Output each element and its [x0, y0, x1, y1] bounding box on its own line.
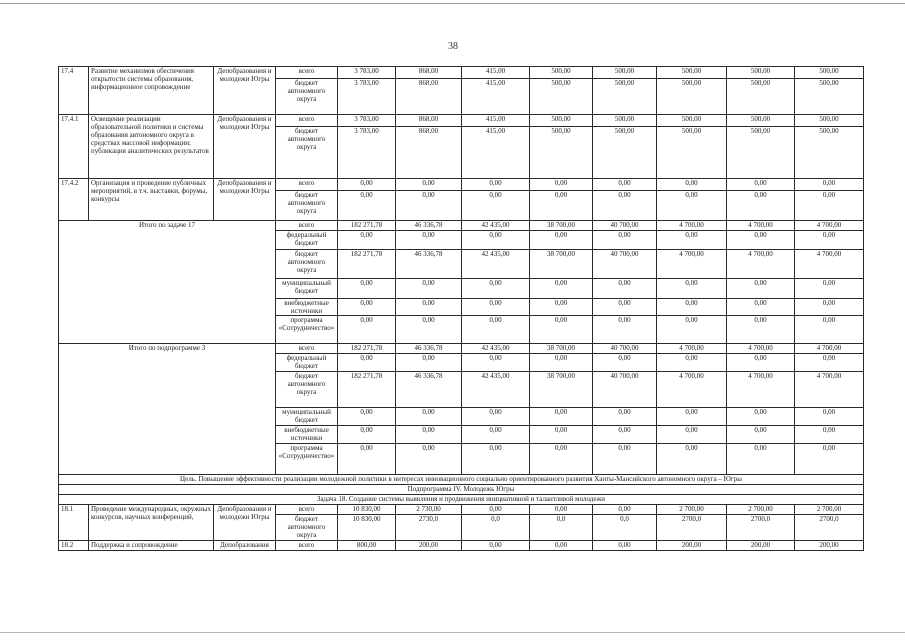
value-cell: 42 435,00: [462, 250, 530, 279]
value-cell: 0,00: [530, 299, 593, 316]
row-number: 18.1: [59, 505, 89, 541]
value-cell: 0,00: [795, 354, 864, 372]
funding-source: бюджет автономного округа: [276, 515, 338, 541]
funding-source: всего: [276, 115, 338, 127]
scan-top-edge: [0, 3, 905, 4]
funding-source: муниципальный бюджет: [276, 279, 338, 299]
value-cell: 0,00: [462, 279, 530, 299]
value-cell: 0,00: [657, 179, 727, 191]
value-cell: 0,00: [338, 408, 396, 426]
value-cell: 0,00: [462, 354, 530, 372]
value-cell: 0,00: [530, 316, 593, 344]
value-cell: 0,00: [795, 279, 864, 299]
value-cell: 0,00: [593, 279, 657, 299]
value-cell: 415,00: [462, 127, 530, 179]
value-cell: 500,00: [593, 115, 657, 127]
executor: Депобразования и молодежи Югры: [214, 67, 276, 115]
value-cell: 0,00: [530, 408, 593, 426]
value-cell: 0,00: [593, 231, 657, 250]
value-cell: 0,00: [795, 408, 864, 426]
value-cell: 40 700,00: [593, 250, 657, 279]
value-cell: 4 700,00: [657, 372, 727, 408]
value-cell: 0,00: [462, 426, 530, 444]
funding-source: всего: [276, 505, 338, 515]
value-cell: 2700,0: [657, 515, 727, 541]
row-number: 17.4.2: [59, 179, 89, 221]
value-cell: 2700,0: [795, 515, 864, 541]
value-cell: 4 700,00: [727, 344, 795, 354]
value-cell: 500,00: [727, 115, 795, 127]
value-cell: 0,00: [795, 299, 864, 316]
value-cell: 415,00: [462, 79, 530, 115]
value-cell: 40 700,00: [593, 344, 657, 354]
value-cell: 868,00: [396, 79, 462, 115]
funding-source: всего: [276, 541, 338, 551]
value-cell: 4 700,00: [795, 250, 864, 279]
value-cell: 0,00: [593, 505, 657, 515]
value-cell: 0,00: [727, 279, 795, 299]
value-cell: 0,00: [727, 231, 795, 250]
value-cell: 3 783,00: [338, 127, 396, 179]
funding-source: всего: [276, 221, 338, 231]
table-row: [59, 475, 864, 485]
subprogram-heading: Подпрограмма IV. Молодежь Югры: [59, 485, 864, 495]
value-cell: 0,00: [727, 179, 795, 191]
value-cell: 4 700,00: [727, 372, 795, 408]
value-cell: 4 700,00: [727, 250, 795, 279]
value-cell: 0,00: [593, 354, 657, 372]
value-cell: 0,00: [593, 179, 657, 191]
value-cell: 40 700,00: [593, 372, 657, 408]
funding-source: программа «Сотрудничество»: [276, 316, 338, 344]
funding-source: муниципальный бюджет: [276, 408, 338, 426]
value-cell: 46 336,78: [396, 250, 462, 279]
value-cell: 0,00: [396, 354, 462, 372]
table-row: [59, 115, 864, 127]
value-cell: 415,00: [462, 115, 530, 127]
value-cell: 182 271,78: [338, 372, 396, 408]
value-cell: 0,00: [396, 179, 462, 191]
table-row: [59, 495, 864, 505]
value-cell: 4 700,00: [795, 221, 864, 231]
value-cell: 46 336,78: [396, 344, 462, 354]
value-cell: 500,00: [657, 127, 727, 179]
executor: Депобразования и молодежи Югры: [214, 115, 276, 179]
row-number: 17.4.1: [59, 115, 89, 179]
value-cell: 10 830,00: [338, 515, 396, 541]
value-cell: 0,00: [530, 541, 593, 551]
value-cell: 200,00: [396, 541, 462, 551]
measure-name: Проведение международных, окружных конкурсов, научных конференций,: [89, 505, 214, 541]
value-cell: 2 730,00: [396, 505, 462, 515]
value-cell: 500,00: [530, 67, 593, 79]
value-cell: 0,00: [530, 426, 593, 444]
value-cell: 0,00: [338, 191, 396, 221]
value-cell: 0,00: [657, 316, 727, 344]
goal-heading: Цель. Повышение эффективности реализации молодежной политики в интересах инновационного социально ориентированного развития Ханты-Мансийского автономного округа – Югры: [59, 475, 864, 485]
value-cell: 0,00: [657, 408, 727, 426]
funding-source: программа «Сотрудничество»: [276, 444, 338, 475]
value-cell: 0,00: [593, 191, 657, 221]
value-cell: 0,00: [338, 426, 396, 444]
value-cell: 2 700,00: [657, 505, 727, 515]
value-cell: 0,00: [593, 299, 657, 316]
value-cell: 3 783,00: [338, 115, 396, 127]
value-cell: 4 700,00: [795, 344, 864, 354]
value-cell: 0,00: [462, 299, 530, 316]
value-cell: 500,00: [795, 115, 864, 127]
value-cell: 500,00: [657, 115, 727, 127]
measure-name: Организация и проведение публичных мероприятий, в т.ч. выставки, форумы, конкурсы: [89, 179, 214, 221]
value-cell: 0,00: [657, 444, 727, 475]
value-cell: 500,00: [795, 127, 864, 179]
value-cell: 2730,0: [396, 515, 462, 541]
measure-name: Развитие механизмов обеспечения открытости системы образования, информационное сопровождение: [89, 67, 214, 115]
value-cell: 0,00: [657, 354, 727, 372]
value-cell: 0,00: [657, 231, 727, 250]
value-cell: 0,00: [338, 444, 396, 475]
value-cell: 0,00: [396, 316, 462, 344]
value-cell: 0,00: [727, 191, 795, 221]
value-cell: 0,00: [396, 231, 462, 250]
value-cell: 500,00: [593, 79, 657, 115]
row-number: 18.2: [59, 541, 89, 551]
value-cell: 0,00: [593, 541, 657, 551]
funding-source: бюджет автономного округа: [276, 250, 338, 279]
value-cell: 46 336,78: [396, 221, 462, 231]
value-cell: 0,00: [396, 279, 462, 299]
value-cell: 0,00: [657, 426, 727, 444]
value-cell: 0,00: [593, 444, 657, 475]
page-number: 38: [448, 41, 458, 52]
value-cell: 0,00: [795, 316, 864, 344]
value-cell: 0,00: [530, 444, 593, 475]
value-cell: 0,00: [338, 179, 396, 191]
value-cell: 4 700,00: [657, 221, 727, 231]
value-cell: 0,00: [795, 231, 864, 250]
funding-source: бюджет автономного округа: [276, 191, 338, 221]
value-cell: 42 435,00: [462, 372, 530, 408]
value-cell: 0,0: [593, 515, 657, 541]
value-cell: 0,00: [530, 179, 593, 191]
value-cell: 0,00: [795, 179, 864, 191]
budget-table: [58, 66, 864, 551]
value-cell: 0,00: [396, 299, 462, 316]
value-cell: 42 435,00: [462, 344, 530, 354]
funding-source: всего: [276, 67, 338, 79]
executor: Депобразования: [214, 541, 276, 551]
value-cell: 38 700,00: [530, 344, 593, 354]
funding-source: внебюджетные источники: [276, 299, 338, 316]
value-cell: 0,00: [338, 279, 396, 299]
measure-name: Поддержка и сопровождение: [89, 541, 214, 551]
value-cell: 0,00: [338, 299, 396, 316]
value-cell: 0,00: [727, 426, 795, 444]
value-cell: 500,00: [727, 67, 795, 79]
value-cell: 0,00: [462, 505, 530, 515]
value-cell: 0,00: [593, 316, 657, 344]
value-cell: 42 435,00: [462, 221, 530, 231]
funding-source: внебюджетные источники: [276, 426, 338, 444]
value-cell: 0,00: [593, 408, 657, 426]
value-cell: 38 700,00: [530, 250, 593, 279]
value-cell: 2 700,00: [795, 505, 864, 515]
value-cell: 0,00: [727, 299, 795, 316]
value-cell: 0,00: [396, 408, 462, 426]
value-cell: 0,00: [338, 354, 396, 372]
value-cell: 0,00: [727, 354, 795, 372]
value-cell: 0,00: [338, 316, 396, 344]
value-cell: 415,00: [462, 67, 530, 79]
value-cell: 0,00: [657, 191, 727, 221]
value-cell: 500,00: [727, 127, 795, 179]
value-cell: 500,00: [727, 79, 795, 115]
executor: Депобразования и молодежи Югры: [214, 505, 276, 541]
funding-source: федеральный бюджет: [276, 354, 338, 372]
funding-source: бюджет автономного округа: [276, 127, 338, 179]
task-heading: Задача 18. Создание системы выявления и продвижения инициативной и талантливой молодежи: [59, 495, 864, 505]
value-cell: 10 830,00: [338, 505, 396, 515]
value-cell: 0,00: [462, 179, 530, 191]
value-cell: 0,00: [530, 191, 593, 221]
table-row: [59, 505, 864, 515]
value-cell: 4 700,00: [657, 344, 727, 354]
value-cell: 40 700,00: [593, 221, 657, 231]
table-row: [59, 485, 864, 495]
table-row: [59, 344, 864, 354]
value-cell: 38 700,00: [530, 372, 593, 408]
value-cell: 182 271,78: [338, 250, 396, 279]
value-cell: 4 700,00: [657, 250, 727, 279]
measure-name: Освещение реализации образовательной политики и системы образования автономного округа в средствах массовой информации; публикация аналитических результатов: [89, 115, 214, 179]
value-cell: 500,00: [530, 79, 593, 115]
value-cell: 0,00: [530, 354, 593, 372]
value-cell: 3 783,00: [338, 79, 396, 115]
value-cell: 0,00: [462, 316, 530, 344]
value-cell: 0,00: [593, 426, 657, 444]
value-cell: 0,00: [727, 444, 795, 475]
value-cell: 800,00: [338, 541, 396, 551]
value-cell: 868,00: [396, 67, 462, 79]
value-cell: 0,00: [657, 279, 727, 299]
value-cell: 200,00: [657, 541, 727, 551]
value-cell: 0,00: [396, 426, 462, 444]
executor: Депобразования и молодежи Югры: [214, 179, 276, 221]
value-cell: 200,00: [795, 541, 864, 551]
row-number: 17.4: [59, 67, 89, 115]
value-cell: 0,00: [462, 231, 530, 250]
value-cell: 38 700,00: [530, 221, 593, 231]
value-cell: 200,00: [727, 541, 795, 551]
table-row: [59, 179, 864, 191]
funding-source: федеральный бюджет: [276, 231, 338, 250]
value-cell: 500,00: [530, 127, 593, 179]
value-cell: 0,00: [462, 191, 530, 221]
value-cell: 0,00: [338, 231, 396, 250]
value-cell: 0,00: [727, 316, 795, 344]
value-cell: 0,00: [462, 444, 530, 475]
value-cell: 0,00: [530, 505, 593, 515]
value-cell: 868,00: [396, 115, 462, 127]
value-cell: 0,00: [795, 191, 864, 221]
value-cell: 0,00: [795, 444, 864, 475]
value-cell: 2700,0: [727, 515, 795, 541]
value-cell: 500,00: [593, 127, 657, 179]
value-cell: 500,00: [795, 79, 864, 115]
value-cell: 500,00: [530, 115, 593, 127]
value-cell: 4 700,00: [795, 372, 864, 408]
table-row: [59, 221, 864, 231]
value-cell: 868,00: [396, 127, 462, 179]
value-cell: 0,0: [462, 515, 530, 541]
value-cell: 0,00: [530, 279, 593, 299]
value-cell: 0,00: [396, 444, 462, 475]
total-label: Итого по задаче 17: [59, 221, 276, 344]
scan-bottom-edge: [0, 632, 905, 633]
value-cell: 0,00: [795, 426, 864, 444]
value-cell: 182 271,78: [338, 344, 396, 354]
value-cell: 46 336,78: [396, 372, 462, 408]
value-cell: 3 783,00: [338, 67, 396, 79]
value-cell: 0,0: [530, 515, 593, 541]
value-cell: 4 700,00: [727, 221, 795, 231]
value-cell: 0,00: [657, 299, 727, 316]
value-cell: 500,00: [657, 67, 727, 79]
value-cell: 0,00: [462, 408, 530, 426]
value-cell: 182 271,78: [338, 221, 396, 231]
funding-source: бюджет автономного округа: [276, 79, 338, 115]
value-cell: 500,00: [795, 67, 864, 79]
value-cell: 0,00: [727, 408, 795, 426]
funding-source: бюджет автономного округа: [276, 372, 338, 408]
value-cell: 2 700,00: [727, 505, 795, 515]
value-cell: 0,00: [462, 541, 530, 551]
table-row: [59, 541, 864, 551]
table-row: [59, 67, 864, 79]
funding-source: всего: [276, 344, 338, 354]
value-cell: 0,00: [396, 191, 462, 221]
total-label: Итого по подпрограмме 3: [59, 344, 276, 475]
funding-source: всего: [276, 179, 338, 191]
value-cell: 0,00: [530, 231, 593, 250]
value-cell: 500,00: [657, 79, 727, 115]
value-cell: 500,00: [593, 67, 657, 79]
